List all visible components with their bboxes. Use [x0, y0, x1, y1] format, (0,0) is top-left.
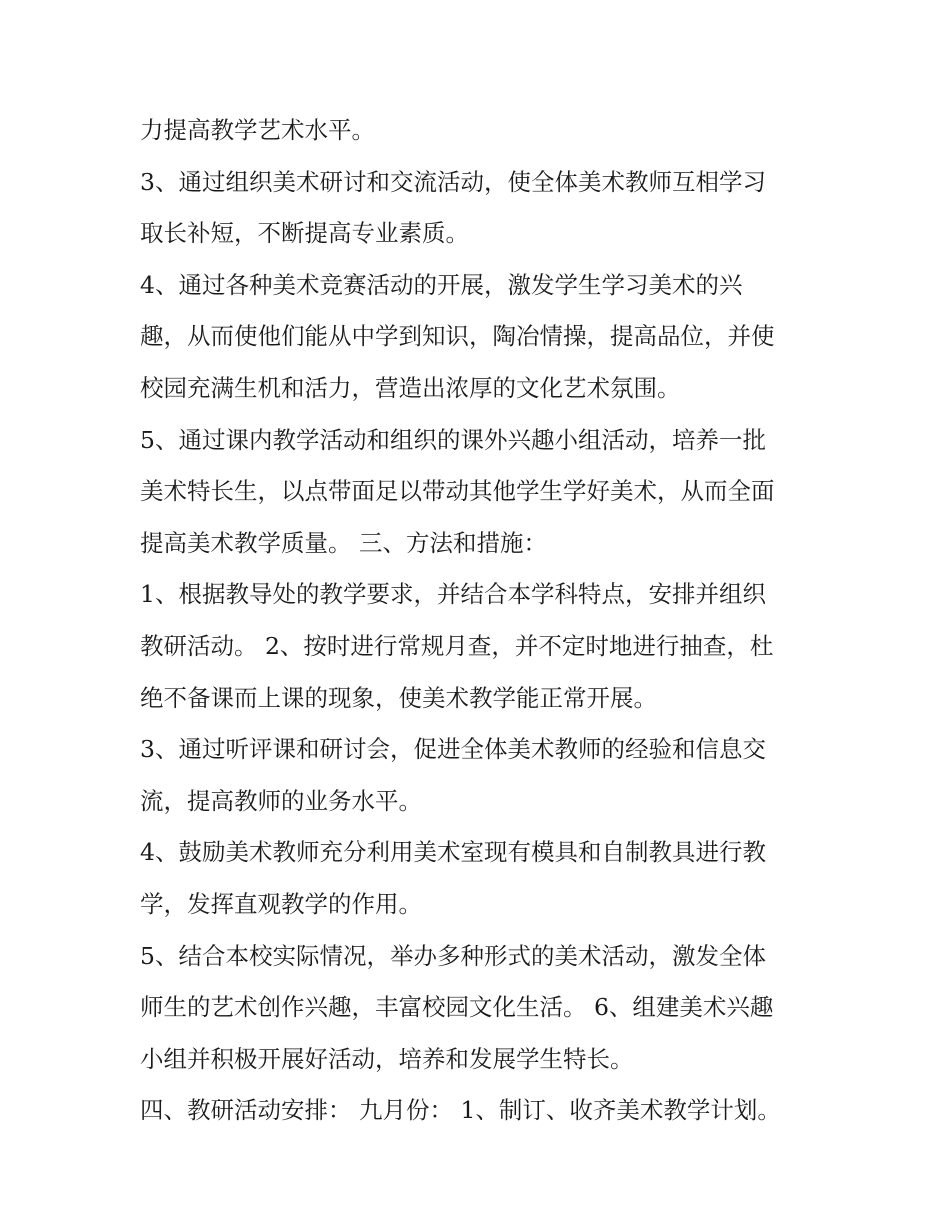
text-line: 3、通过组织美术研讨和交流活动，使全体美术教师互相学习 [140, 167, 766, 196]
text-line: 5、结合本校实际情况，举办多种形式的美术活动，激发全体 [140, 941, 766, 970]
text-line: 四、教研活动安排： 九月份： 1、制订、收齐美术教学计划。 [140, 1096, 781, 1125]
text-line: 绝不备课而上课的现象，使美术教学能正常开展。 [140, 683, 657, 712]
text-line: 4、通过各种美术竞赛活动的开展，激发学生学习美术的兴 [140, 270, 743, 299]
text-line: 取长补短，不断提高专业素质。 [140, 219, 469, 248]
text-line: 美术特长生，以点带面足以带动其他学生学好美术，从而全面 [140, 477, 775, 506]
text-line: 趣，从而使他们能从中学到知识，陶冶情操，提高品位，并使 [140, 322, 775, 351]
text-line: 校园充满生机和活力，营造出浓厚的文化艺术氛围。 [140, 373, 681, 402]
text-line: 1、根据教导处的教学要求，并结合本学科特点，安排并组织 [140, 580, 766, 609]
text-line: 流，提高教师的业务水平。 [140, 786, 422, 815]
text-line: 力提高教学艺术水平。 [140, 116, 375, 144]
text-line: 4、鼓励美术教师充分利用美术室现有模具和自制教具进行教 [140, 838, 766, 867]
text-line: 师生的艺术创作兴趣，丰富校园文化生活。 6、组建美术兴趣 [140, 993, 774, 1022]
text-line: 3、通过听评课和研讨会，促进全体美术教师的经验和信息交 [140, 735, 766, 764]
text-line: 学，发挥直观教学的作用。 [140, 889, 422, 918]
text-line: 5、通过课内教学活动和组织的课外兴趣小组活动，培养一批 [140, 425, 766, 454]
text-line: 小组并积极开展好活动，培养和发展学生特长。 [140, 1044, 634, 1073]
document-body [140, 105, 830, 1137]
text-line: 教研活动。 2、按时进行常规月查，并不定时地进行抽查，杜 [140, 631, 774, 660]
text-line: 提高美术教学质量。 三、方法和措施： [140, 528, 547, 557]
